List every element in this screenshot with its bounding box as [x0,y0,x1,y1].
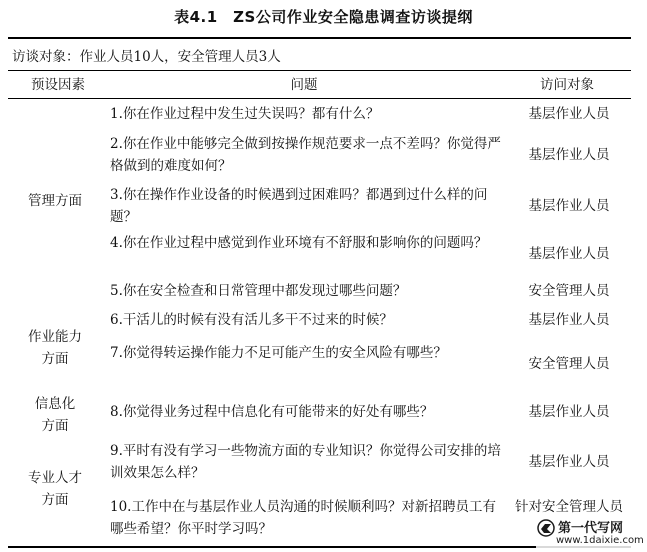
table-row-target: 基层作业人员 [528,198,610,214]
header-top-rule [8,70,631,71]
header-question: 问题 [290,77,318,93]
table-row-question: 6.干活儿的时候有没有活儿多干不过来的时候？ [110,312,393,328]
table-row-question: 7.你觉得转运操作能力不足可能产生的安全风险有哪些？ [110,345,447,361]
table-row-target: 基层作业人员 [528,246,610,262]
table-row-target: 安全管理人员 [528,356,610,372]
table-row-question: 9.平时有没有学习一些物流方面的专业知识？你觉得公司安排的培训效果怎么样？ [110,443,501,481]
table-row-question: 5.你在安全检查和日常管理中都发现过哪些问题？ [110,283,407,299]
table-title: 表4.1 ZS公司作业安全隐患调查访谈提纲 [174,8,473,26]
table-row-question: 2.你在作业中能够完全做到按操作规范要求一点不差吗？你觉得严格做到的难度如何？ [110,136,501,174]
table-row-question: 4.你在作业过程中感觉到作业环境有不舒服和影响你的问题吗？ [110,235,488,251]
group-label: 方面 [41,418,69,434]
table-row-question: 10.工作中在与基层作业人员沟通的时候顺利吗？对新招聘员工有哪些希望？你平时学习吗？ [110,499,496,537]
watermark-logo-icon [536,518,556,538]
group-label: 方面 [41,351,69,367]
watermark [536,516,642,550]
group-label: 管理方面 [28,193,82,209]
group-label: 方面 [41,492,69,508]
group-management [14,190,96,212]
top-rule [8,37,631,39]
header-target: 访问对象 [540,77,594,93]
group-informatization [14,393,96,437]
group-label: 专业人才 [28,470,82,486]
watermark-name: 第一代写网 [558,521,624,536]
group-professional-talent [14,467,96,511]
watermark-url: www.1daixie.com [556,535,644,546]
interview-subjects: 访谈对象：作业人员10人，安全管理人员3人 [12,49,281,65]
table-row-target: 基层作业人员 [528,147,610,163]
table-row-target: 基层作业人员 [528,454,610,470]
table-row-target: 安全管理人员 [528,283,610,299]
header-factor: 预设因素 [31,77,85,93]
group-label: 作业能力 [28,329,82,345]
table-row-target: 基层作业人员 [528,106,610,122]
table-row-question: 1.你在作业过程中发生过失误吗？都有什么？ [110,106,380,122]
table-row-question: 8.你觉得业务过程中信息化有可能带来的好处有哪些？ [110,404,434,420]
group-label: 信息化 [34,396,76,412]
group-work-ability [14,326,96,370]
header-bottom-rule [8,98,631,99]
table-row-question: 3.你在操作作业设备的时候遇到过困难吗？都遇到过什么样的问题？ [110,187,488,225]
table-row-target: 针对安全管理人员 [515,499,623,515]
table-row-target: 基层作业人员 [528,312,610,328]
table-row-target: 基层作业人员 [528,404,610,420]
